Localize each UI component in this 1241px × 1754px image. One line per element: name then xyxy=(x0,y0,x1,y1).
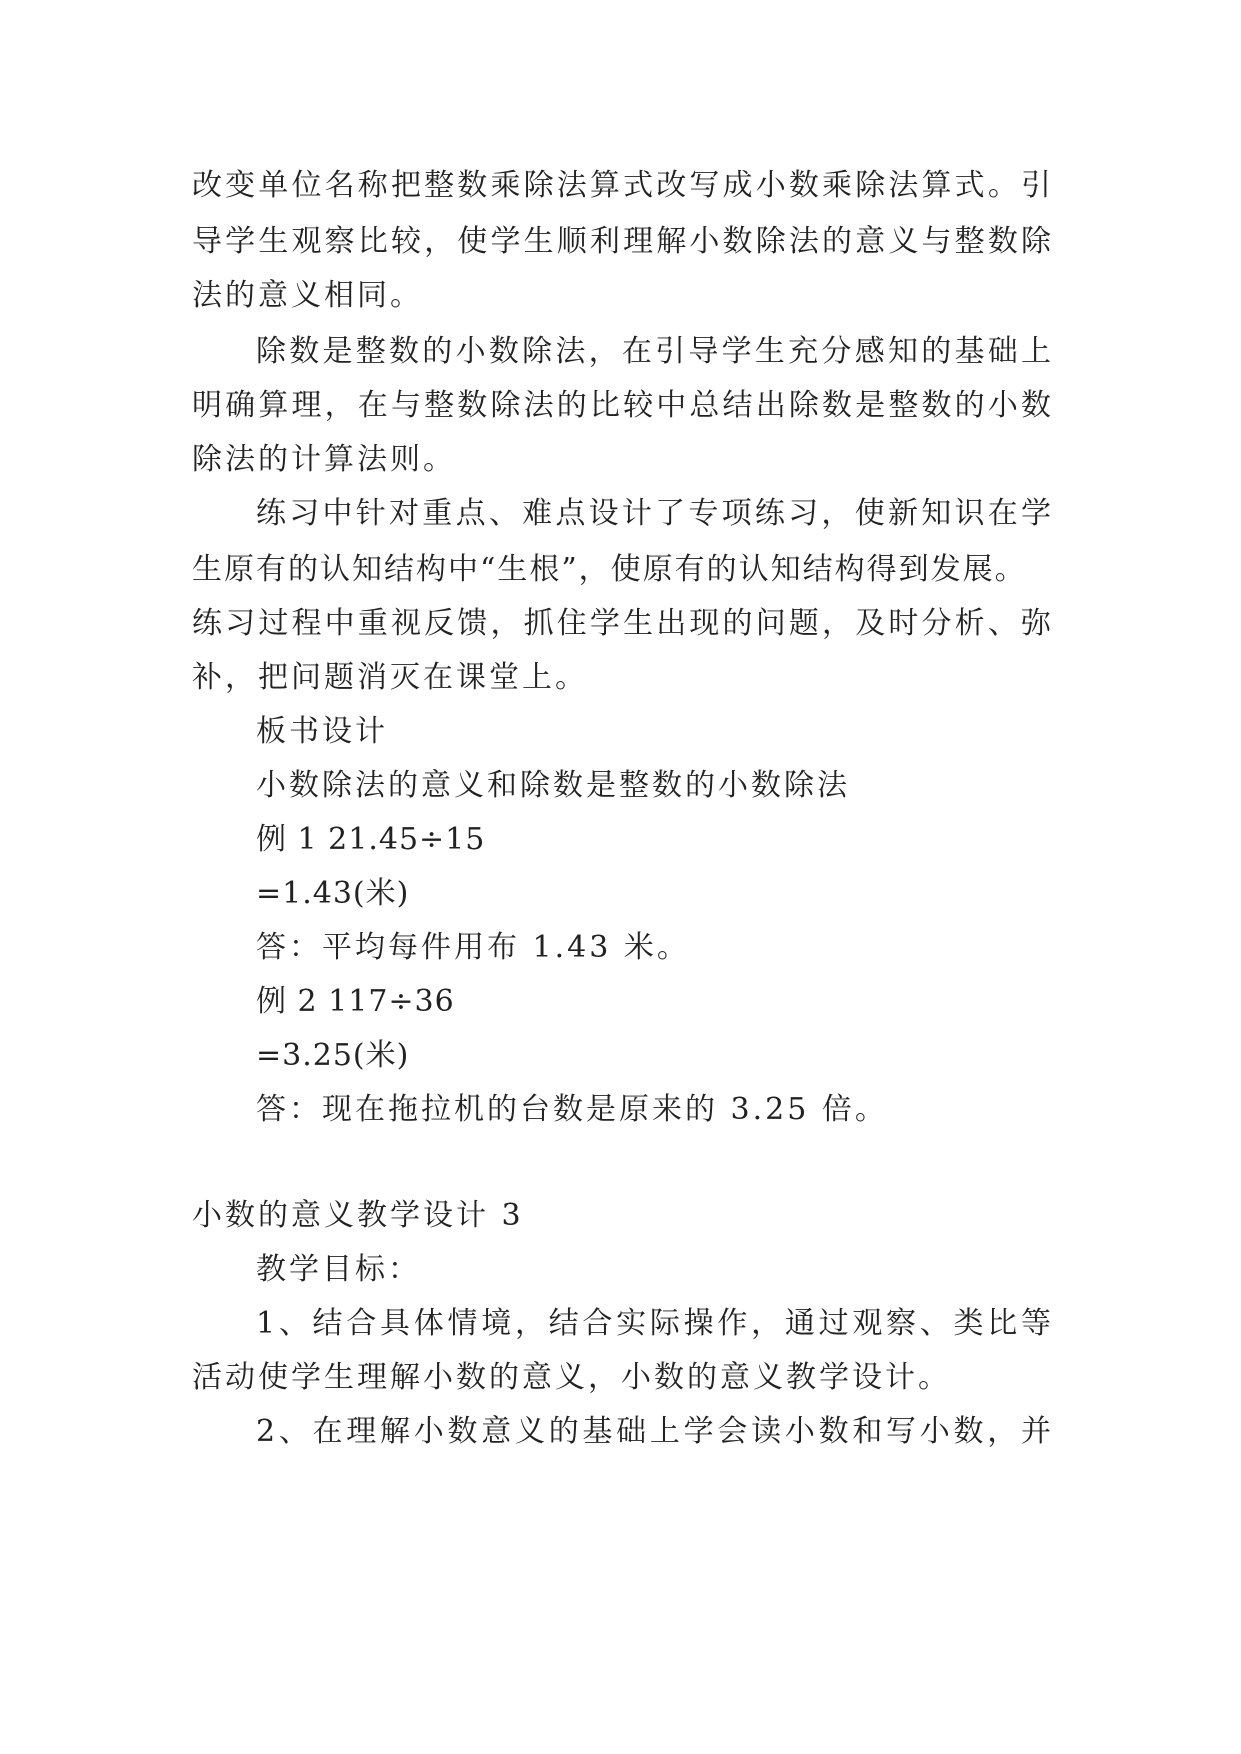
paragraph-line: 改变单位名称把整数乘除法算式改写成小数乘除法算式。引 xyxy=(192,168,1054,203)
example-2: 例 2 117÷36 xyxy=(256,984,455,1019)
paragraph-line: 练习过程中重视反馈，抓住学生出现的问题，及时分析、弥 xyxy=(192,606,1054,641)
document-heading: 小数的意义教学设计 3 xyxy=(192,1198,524,1233)
objective-item: 1、结合具体情境，结合实际操作，通过观察、类比等 xyxy=(256,1306,1054,1341)
objective-item: 2、在理解小数意义的基础上学会读小数和写小数，并 xyxy=(256,1414,1054,1449)
paragraph-line: 导学生观察比较，使学生顺利理解小数除法的意义与整数除 xyxy=(192,224,1054,259)
example-1: 例 1 21.45÷15 xyxy=(256,822,486,857)
example-2-result: =3.25(米) xyxy=(256,1038,410,1073)
paragraph-line: 法的意义相同。 xyxy=(192,278,423,313)
paragraph-line: 明确算理，在与整数除法的比较中总结出除数是整数的小数 xyxy=(192,388,1054,423)
paragraph-line: 除法的计算法则。 xyxy=(192,442,456,477)
board-title: 小数除法的意义和除数是整数的小数除法 xyxy=(256,768,850,803)
paragraph-line: 活动使学生理解小数的意义，小数的意义教学设计。 xyxy=(192,1360,951,1395)
paragraph-line: 生原有的认知结构中“生根”，使原有的认知结构得到发展。 xyxy=(192,552,1027,587)
paragraph-line: 补，把问题消灭在课堂上。 xyxy=(192,660,588,695)
example-1-result: =1.43(米) xyxy=(256,876,410,911)
example-2-answer: 答：现在拖拉机的台数是原来的 3.25 倍。 xyxy=(256,1092,888,1127)
paragraph-line: 除数是整数的小数除法，在引导学生充分感知的基础上 xyxy=(256,334,1054,369)
example-1-answer: 答：平均每件用布 1.43 米。 xyxy=(256,930,690,965)
section-heading: 板书设计 xyxy=(256,714,388,749)
objectives-heading: 教学目标： xyxy=(256,1252,421,1287)
paragraph-line: 练习中针对重点、难点设计了专项练习，使新知识在学 xyxy=(256,496,1054,531)
